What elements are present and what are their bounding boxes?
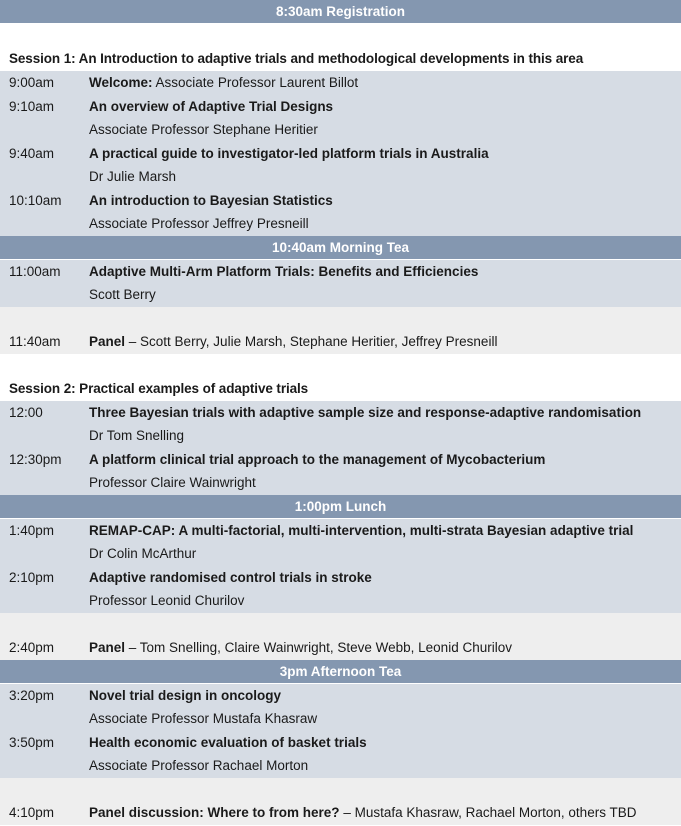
panel-row (0, 801, 681, 825)
session2-block (0, 401, 681, 495)
speaker-row (0, 542, 681, 566)
speaker: Professor Leonid Churilov (89, 593, 245, 608)
schedule-row (0, 142, 681, 166)
talk-title: Welcome: (89, 75, 153, 90)
afternoon-tea-banner: 3pm Afternoon Tea (0, 660, 681, 684)
schedule-row (0, 566, 681, 590)
panel-members: – Mustafa Khasraw, Rachael Morton, others TBD (339, 805, 637, 820)
talk-title: An introduction to Bayesian Statistics (89, 192, 333, 208)
speaker: Dr Colin McArthur (89, 546, 197, 561)
panel-row (0, 330, 681, 354)
time-cell: 9:00am (9, 75, 55, 90)
speaker-row (0, 212, 681, 236)
speaker: Associate Professor Rachael Morton (89, 758, 309, 773)
schedule-row (0, 448, 681, 472)
panel-title: Panel (89, 640, 126, 655)
panel-title: Panel discussion: Where to from here? (89, 805, 340, 820)
time-cell: 2:10pm (9, 569, 55, 585)
panel-members: – Tom Snelling, Claire Wainwright, Steve Webb, Leonid Churilov (125, 640, 512, 655)
schedule-row (0, 401, 681, 425)
time-cell: 4:10pm (9, 805, 55, 820)
time-cell: 11:40am (9, 334, 61, 349)
talk-title: Novel trial design in oncology (89, 687, 282, 703)
session1-block (0, 71, 681, 236)
talk-title: REMAP-CAP: A multi-factorial, multi-intervention, multi-strata Bayesian adaptive trial (89, 522, 634, 538)
time-cell: 9:10am (9, 98, 55, 114)
speaker-row (0, 165, 681, 189)
schedule-row (0, 260, 681, 284)
speaker-row (0, 471, 681, 495)
session1-heading: Session 1: An Introduction to adaptive trials and methodological developments in this area (0, 46, 681, 71)
gap (0, 24, 681, 46)
speaker-row (0, 118, 681, 142)
schedule-row (0, 519, 681, 543)
talk-title: Health economic evaluation of basket trials (89, 734, 367, 750)
talk-title: Adaptive Multi-Arm Platform Trials: Benefits and Efficiencies (89, 263, 479, 279)
time-cell: 1:40pm (9, 522, 55, 538)
time-cell: 12:30pm (9, 451, 62, 467)
schedule-row (0, 731, 681, 755)
panel-row (0, 636, 681, 660)
time-cell: 3:50pm (9, 734, 55, 750)
speaker: Professor Claire Wainwright (89, 475, 256, 490)
talk-title: A practical guide to investigator-led platform trials in Australia (89, 145, 489, 161)
talk-title: A platform clinical trial approach to the management of Mycobacterium (89, 451, 546, 467)
speaker: Associate Professor Mustafa Khasraw (89, 711, 318, 726)
speaker-row (0, 707, 681, 731)
after-lunch-block (0, 519, 681, 613)
talk-title: Adaptive randomised control trials in stroke (89, 569, 372, 585)
time-cell: 2:40pm (9, 640, 55, 655)
time-cell: 11:00am (9, 263, 61, 279)
time-cell: 12:00 (9, 404, 43, 420)
time-cell: 9:40am (9, 145, 55, 161)
registration-banner: 8:30am Registration (0, 0, 681, 24)
schedule-row (0, 684, 681, 708)
talk-title: Three Bayesian trials with adaptive sample size and response-adaptive randomisation (89, 404, 642, 420)
panel-block (0, 307, 681, 354)
schedule-row (0, 189, 681, 213)
morning-tea-banner: 10:40am Morning Tea (0, 236, 681, 260)
panel-members: – Scott Berry, Julie Marsh, Stephane Heritier, Jeffrey Presneill (125, 334, 498, 349)
mid-session-block (0, 260, 681, 307)
speaker-row (0, 589, 681, 613)
afternoon-block (0, 684, 681, 778)
panel-title: Panel (89, 334, 126, 349)
speaker-inline: Associate Professor Laurent Billot (152, 75, 359, 90)
speaker-row (0, 283, 681, 307)
speaker: Associate Professor Stephane Heritier (89, 122, 318, 137)
schedule-row (0, 71, 681, 95)
speaker-row (0, 754, 681, 778)
speaker-row (0, 424, 681, 448)
lunch-banner: 1:00pm Lunch (0, 495, 681, 519)
speaker: Dr Tom Snelling (89, 428, 185, 443)
session2-heading: Session 2: Practical examples of adaptive trials (0, 376, 681, 401)
schedule-row (0, 95, 681, 119)
panel-block (0, 613, 681, 660)
time-cell: 10:10am (9, 192, 62, 208)
gap (0, 354, 681, 376)
speaker: Dr Julie Marsh (89, 169, 177, 184)
time-cell: 3:20pm (9, 687, 55, 703)
speaker: Scott Berry (89, 287, 156, 302)
panel-block (0, 778, 681, 825)
talk-title: An overview of Adaptive Trial Designs (89, 98, 334, 114)
speaker: Associate Professor Jeffrey Presneill (89, 216, 309, 231)
